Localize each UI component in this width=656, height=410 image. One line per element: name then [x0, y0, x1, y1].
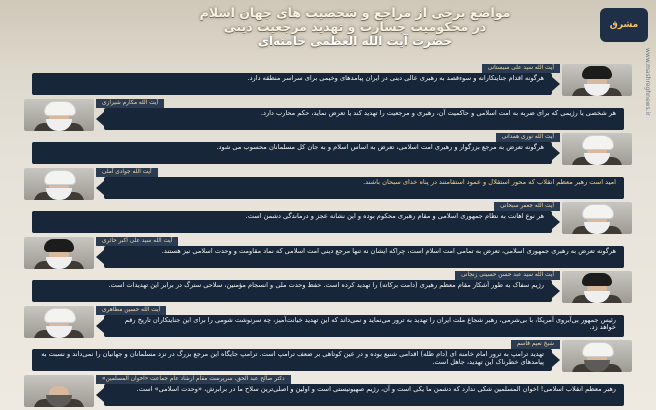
title-line-3: حضرت آیت الله العظمی خامنه‌ای: [258, 33, 452, 48]
turban-shape: [582, 342, 614, 357]
quote-row: [22, 133, 634, 165]
quote-row: [22, 64, 634, 96]
pointer-arrow: [96, 112, 104, 126]
poster-title: [150, 6, 560, 49]
quote-row: [22, 99, 634, 131]
speaker-name: آیت الله سید عبد حسن حسینی زنجانی: [455, 271, 560, 280]
pointer-arrow: [96, 388, 104, 402]
turban-shape: [44, 308, 76, 323]
turban-shape: [44, 101, 76, 116]
quote-text: تهدید ترامپ به ترور امام خامنه ای (دام ظله) اقدامی شنیع بوده و در عین کوتاهی بر ضعف ترامپ است. ترامپ جایگاه این مرجع بزرگ در نزد مسلمانان و جهانیان را نمی‌داند و نسبت به پیامدهای خطرناک این تهدید، جاهل است.: [32, 349, 552, 371]
quote-text: امید است رهبر معظم انقلاب که محور استقلال و عمود استقامتند در پناه خدای سبحان باشند.: [104, 177, 624, 199]
quote-text: هرگونه تعرض به رهبری جمهوری اسلامی، تعرض به تمامی امت اسلام است، چراکه ایشان نه تنها مرجع دینی امت اسلامی که نماد مقاومت و وحدت اسلامی نیز هستند.: [104, 246, 624, 268]
pointer-arrow: [552, 353, 560, 367]
speaker-name: دکتر صالح عبد الحق، سرپرست مقام ارشاد عام جماعت «اخوان المسلمین»: [96, 375, 291, 384]
title-line-2: در محکومیت جسارت و تهدید مرجعیت دینی: [223, 19, 487, 35]
speaker-name: آیت الله حسین مظاهری: [96, 306, 166, 315]
speaker-name: آیت الله سید علی سیستانی: [482, 64, 560, 73]
pointer-arrow: [96, 250, 104, 264]
quote-text: رهبر معظم انقلاب اسلامی! اخوان المسلمین شکی ندارد که دشمن ما یکی است و آن، رژیم صهیونیستی است و اولین و اصلی‌ترین سلاح ما در برابرش، «وحدت اسلامی» است.: [104, 384, 624, 406]
speaker-name: آیت الله مکارم شیرازی: [96, 99, 164, 108]
title-line-1: مواضع برخی از مراجع و شخصیت های جهان اسلام: [199, 5, 511, 20]
portrait-image: [562, 202, 632, 234]
speaker-name: آیت الله سید علی اکبر حائری: [96, 237, 178, 246]
speaker-name: شیخ نعیم قاسم: [511, 340, 560, 349]
pointer-arrow: [96, 319, 104, 333]
portrait-image: [562, 271, 632, 303]
turban-shape: [44, 170, 76, 185]
quote-row: [22, 237, 634, 269]
turban-shape: [582, 204, 614, 219]
pointer-arrow: [552, 284, 560, 298]
quote-row: [22, 340, 634, 372]
portrait-image: [24, 168, 94, 200]
quote-text: رئیس جمهور بی‌آبروی آمریکا، با بی‌شرمی، رهبر شجاع ملت ایران را تهدید به ترور می‌نماید و نمی‌داند که این تهدید خیانت‌آمیز، چه سرنوشت شومی را برای این جنایتکاران تاریخ رقم خواهد زد.: [104, 315, 624, 337]
quote-row: [22, 375, 634, 407]
turban-shape: [582, 66, 612, 79]
portrait-image: [562, 133, 632, 165]
pointer-arrow: [96, 181, 104, 195]
quote-text: هر شخصی یا رژیمی که برای ضربه به امت اسلامی و حاکمیت آن، رهبری و مرجعیت را تهدید کند یا تعرض نماید، حکم محارب دارد.: [104, 108, 624, 130]
quote-row: [22, 168, 634, 200]
pointer-arrow: [552, 215, 560, 229]
turban-shape: [582, 135, 614, 150]
portrait-image: [24, 237, 94, 269]
speaker-name: آیت الله جعفر سبحانی: [494, 202, 560, 211]
quote-row: [22, 202, 634, 234]
speaker-name: آیت الله نوری همدانی: [496, 133, 560, 142]
portrait-image: [562, 64, 632, 96]
site-watermark: www.mashreghnews.ir: [644, 48, 651, 116]
portrait-image: [24, 99, 94, 131]
turban-shape: [44, 239, 74, 252]
quote-row: [22, 271, 634, 303]
quote-text: رژیم سفاک به طور آشکار مقام معظم رهبری (دامت برکاته) را تهدید کرده است. حفظ وحدت ملی و انسجام مؤمنین، سلاحی سترگ در برابر این تهدیدات است.: [32, 280, 552, 302]
quote-text: هرگونه تعرض به مرجع بزرگوار و رهبری امت اسلامی، تعرض به اساس اسلام و به جان کل مسلمانان محسوب می شود.: [32, 142, 552, 164]
portrait-image: [24, 375, 94, 407]
turban-shape: [582, 273, 612, 286]
portrait-image: [24, 306, 94, 338]
quote-text: هر نوع اهانت به نظام جمهوری اسلامی و مقام رهبری محکوم بوده و این نشانه عجز و درماندگی دشمن است.: [32, 211, 552, 233]
pointer-arrow: [552, 77, 560, 91]
pointer-arrow: [552, 146, 560, 160]
portrait-image: [562, 340, 632, 372]
quote-row: [22, 306, 634, 338]
mashregh-logo[interactable]: مشرق: [600, 8, 648, 42]
speaker-name: آیت الله جوادی آملی: [96, 168, 158, 177]
quote-text: هرگونه اقدام جنایتکارانه و سوءقصد به رهبری عالی دینی در ایران پیامدهای وخیمی برای سراسر منطقه دارد.: [32, 73, 552, 95]
